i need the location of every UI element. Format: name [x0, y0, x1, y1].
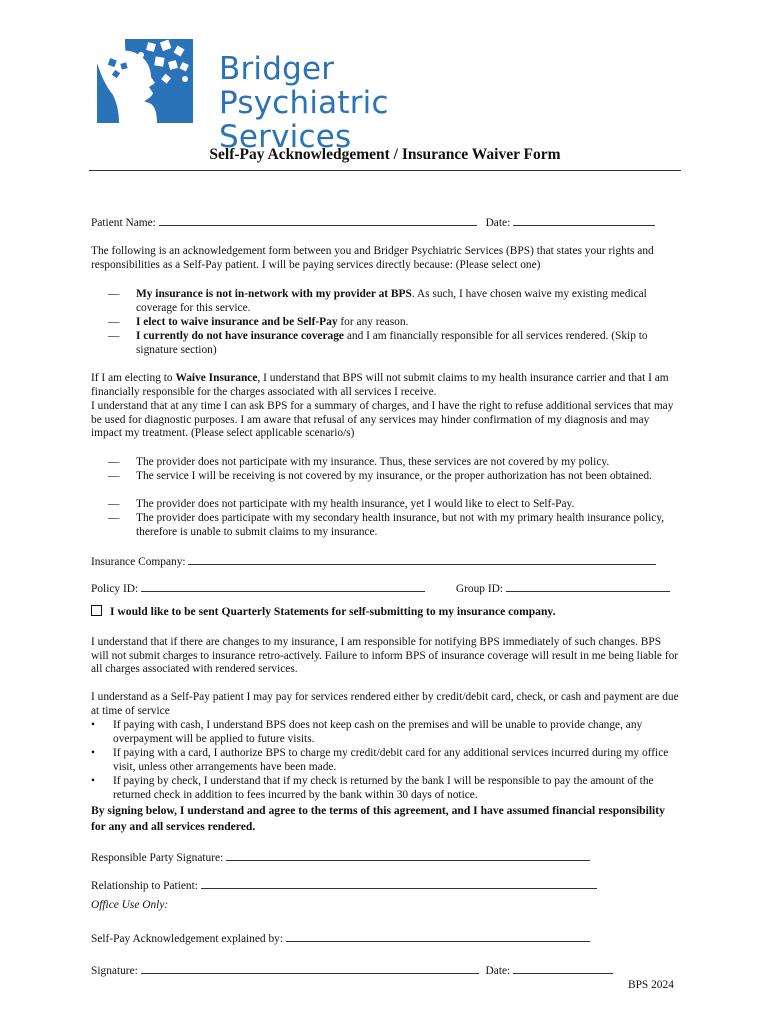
payment-intro: I understand as a Self-Pay patient I may pay for services rendered either by credit/debit card, check, or cash and payment are due at time of service: [91, 691, 679, 717]
scenario-checkbox-line[interactable]: —: [108, 456, 120, 468]
org-name-line1: Bridger Psychiatric: [219, 51, 389, 121]
payment-item-text: If paying with a card, I authorize BPS to charge my credit/debit card for any additional services incurred during my office visit, unless other arrangements have been made.: [113, 747, 669, 773]
policy-group-row: [91, 580, 670, 596]
patient-name-field[interactable]: [159, 214, 477, 226]
office-signature-field[interactable]: [141, 962, 479, 974]
explained-by-label: Self-Pay Acknowledgement explained by:: [91, 933, 284, 945]
form-title: Self-Pay Acknowledgement / Insurance Waiver Form: [209, 146, 561, 163]
scenario-checkbox-line[interactable]: —: [108, 470, 120, 482]
agreement-statement: By signing below, I understand and agree to the terms of this agreement, and I have assumed financial responsibility for any and all services rendered.: [91, 804, 665, 833]
policy-id-field[interactable]: [141, 580, 425, 592]
policy-id-label: Policy ID:: [91, 583, 139, 595]
bullet-icon: •: [91, 719, 95, 731]
quarterly-statements-row[interactable]: [91, 605, 556, 619]
patient-name-row: [91, 214, 655, 230]
reason-bold: I elect to waive insurance and be Self-Pay: [136, 316, 338, 328]
insurance-company-row: [91, 553, 656, 569]
explained-by-row: [91, 930, 590, 946]
office-signature-label: Signature:: [91, 965, 138, 977]
title-divider: [89, 170, 681, 171]
group-id-label: Group ID:: [455, 583, 504, 595]
office-signature-row: [91, 962, 613, 978]
relationship-label: Relationship to Patient:: [91, 880, 198, 892]
scenario-text: The service I will be receiving is not covered by my insurance, or the proper authorization has not been obtained.: [136, 470, 652, 482]
intro-paragraph: The following is an acknowledgement form between you and Bridger Psychiatric Services (BPS) that states your rights and responsibilities as a Self-Pay patient. I will be paying services directly because: (Please select one): [91, 245, 654, 271]
org-name: [219, 52, 495, 154]
responsible-signature-field[interactable]: [226, 849, 590, 861]
scenario-checkbox-line[interactable]: —: [108, 512, 120, 524]
office-use-heading: Office Use Only:: [91, 899, 169, 911]
quarterly-statements-checkbox[interactable]: [91, 605, 102, 616]
scenario-checkbox-line[interactable]: —: [108, 498, 120, 510]
refusal-paragraph: I understand that at any time I can ask BPS for a summary of charges, and I have the right to refuse additional services that may be used for diagnostic purposes. I am aware that refusal of any services may hinder confirmation of my diagnosis and may impact my treatment. (Please select applicable scenario/s): [91, 400, 674, 440]
insurance-company-label: Insurance Company:: [91, 556, 186, 568]
reason-text: and I am financially responsible for all services rendered. (Skip to signature section): [136, 330, 648, 356]
reason-bold: I currently do not have insurance coverage: [136, 330, 344, 342]
patient-date-field[interactable]: [513, 214, 655, 226]
waiver-post: , I understand that BPS will not submit claims to my health insurance carrier and that I am financially responsible for the charges associated with all services I receive.: [91, 372, 669, 398]
reason-text: . As such, I have chosen waive my existing medical coverage for this service.: [136, 288, 647, 314]
scenario-text: The provider does not participate with my insurance. Thus, these services are not covered by my policy.: [136, 456, 610, 468]
quarterly-statements-label: I would like to be sent Quarterly Statements for self-submitting to my insurance company.: [110, 605, 556, 618]
changes-paragraph: I understand that if there are changes to my insurance, I am responsible for notifying BPS immediately of such changes. BPS will not submit charges to insurance retro-actively. Failure to inform BPS of insurance coverage will result in me being liable for all charges associated with rendered services.: [91, 636, 679, 676]
waiver-paragraph: [91, 372, 681, 399]
org-name-line2: Services: [219, 119, 352, 155]
bps-logo: [95, 33, 495, 155]
office-date-field[interactable]: [513, 962, 613, 974]
insurance-company-field[interactable]: [188, 553, 656, 565]
relationship-row: [91, 877, 597, 893]
bullet-icon: •: [91, 775, 95, 787]
waiver-pre: If I am electing to: [91, 372, 176, 384]
responsible-signature-row: [91, 849, 590, 865]
reason-bold: My insurance is not in-network with my provider at BPS: [136, 288, 412, 300]
reason-checkbox-line[interactable]: —: [108, 330, 120, 342]
waiver-bold: Waive Insurance: [175, 372, 258, 384]
payment-item-text: If paying with cash, I understand BPS does not keep cash on the premises and will be unable to provide change, any overpayment will be applied to future visits.: [113, 719, 643, 745]
patient-name-label: Patient Name:: [91, 217, 156, 229]
reason-checkbox-line[interactable]: —: [108, 316, 120, 328]
scenario-text: The provider does participate with my secondary health insurance, but not with my primary health insurance policy, therefore is unable to submit claims to my insurance.: [136, 512, 665, 538]
scenario-text: The provider does not participate with my health insurance, yet I would like to elect to Self-Pay.: [136, 498, 575, 510]
patient-date-label: Date:: [485, 217, 511, 229]
group-id-field[interactable]: [506, 580, 670, 592]
payment-item-text: If paying by check, I understand that if my check is returned by the bank I will be responsible to pay the amount of the returned check in addition to fees incurred by the bank within 30 days of notice.: [113, 775, 654, 801]
bullet-icon: •: [91, 747, 95, 759]
reason-text: for any reason.: [337, 316, 409, 328]
office-date-label: Date:: [485, 965, 511, 977]
relationship-field[interactable]: [201, 877, 597, 889]
reason-checkbox-line[interactable]: —: [108, 288, 120, 300]
footer-code: BPS 2024: [628, 979, 674, 991]
explained-by-field[interactable]: [286, 930, 590, 942]
responsible-signature-label: Responsible Party Signature:: [91, 852, 224, 864]
head-puzzle-logo-icon: [95, 33, 205, 125]
